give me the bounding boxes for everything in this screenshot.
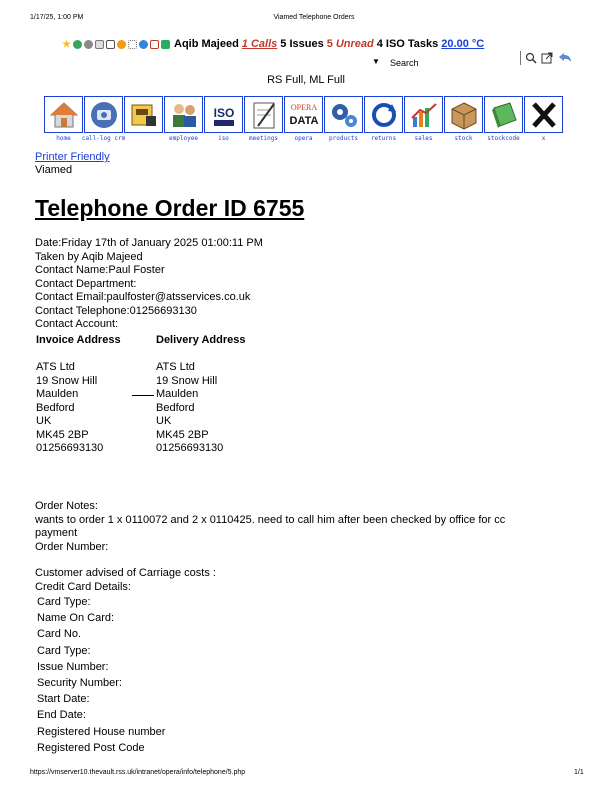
nav-item-products[interactable]: products xyxy=(324,96,363,142)
svg-text:ISO: ISO xyxy=(213,105,234,120)
delivery-address: Delivery Address ATS Ltd 19 Snow Hill Maulden Bedford UK MK45 2BP 01256693130 xyxy=(156,334,276,456)
nav-item-meetings[interactable]: meetings xyxy=(244,96,283,142)
book-icon xyxy=(488,100,520,130)
star-icon[interactable] xyxy=(62,40,71,49)
cc-field: Card No. xyxy=(37,628,82,641)
print-datetime: 1/17/25, 1:00 PM xyxy=(30,14,84,21)
nav-item-till[interactable] xyxy=(124,96,163,142)
unread-count[interactable]: 5 xyxy=(326,38,333,50)
carriage-section xyxy=(35,567,216,594)
print-page-number: 1/1 xyxy=(574,769,584,776)
chevron-down-icon[interactable]: ▼ xyxy=(372,57,380,66)
svg-text:OPERA: OPERA xyxy=(290,102,317,112)
sales-chart-icon xyxy=(408,100,440,130)
returns-icon xyxy=(368,100,400,130)
contact-name: Contact Name:Paul Foster xyxy=(35,264,165,276)
notepad-icon xyxy=(248,100,280,130)
puzzle-icon[interactable] xyxy=(128,40,137,49)
cc-field: Start Date: xyxy=(37,693,90,706)
document-icon[interactable] xyxy=(106,40,115,49)
cc-field: Card Type: xyxy=(37,596,91,608)
nav-item-stockcode[interactable]: stockcode xyxy=(484,96,523,142)
cc-field: Registered Post Code xyxy=(37,741,145,754)
user-name: Aqib Majeed xyxy=(174,38,239,50)
calls-link[interactable]: 1 Calls xyxy=(241,38,278,50)
issues-count[interactable]: 5 Issues xyxy=(280,38,324,50)
nav-item-home[interactable]: home xyxy=(44,96,83,142)
carriage-advised: Customer advised of Carriage costs : xyxy=(35,567,216,579)
search-button[interactable]: Search xyxy=(390,58,419,68)
opera-data-icon xyxy=(286,100,322,130)
close-icon xyxy=(528,100,560,130)
smiley-icon[interactable] xyxy=(117,40,126,49)
iso-icon xyxy=(208,100,240,130)
invoice-address-heading: Invoice Address xyxy=(36,334,121,346)
page-title: Telephone Order ID 6755 xyxy=(35,195,305,221)
temperature-link[interactable]: 20.00 °C xyxy=(441,38,485,50)
gears-icon xyxy=(328,100,360,130)
settings-icon[interactable] xyxy=(84,40,93,49)
nav-item-close[interactable]: x xyxy=(524,96,563,142)
order-notes-text-2: payment xyxy=(35,527,78,539)
invoice-address: Invoice Address ATS Ltd 19 Snow Hill Maulden Bedford UK MK45 2BP 01256693130 xyxy=(36,334,156,456)
contact-department: Contact Department: xyxy=(35,277,137,290)
order-notes-text-1: wants to order 1 x 0110072 and 2 x 0110425. need to call him after been checked by office for cc xyxy=(35,513,506,526)
divider xyxy=(520,51,521,65)
printer-friendly-link[interactable]: Printer Friendly xyxy=(35,151,110,163)
cash-register-icon xyxy=(128,100,160,130)
nav-item-call-log[interactable]: call-log crm xyxy=(84,96,123,142)
nav-item-sales[interactable]: sales xyxy=(404,96,443,142)
taken-by: Taken by Aqib Majeed xyxy=(35,250,143,263)
cc-field: Name On Card: xyxy=(37,612,115,625)
people-icon xyxy=(168,100,200,130)
nav-item-employee[interactable]: employee xyxy=(164,96,203,142)
search-icon[interactable] xyxy=(525,52,537,64)
unread-label[interactable]: Unread xyxy=(335,38,374,50)
cc-field: End Date: xyxy=(37,709,86,722)
credit-card-fields xyxy=(37,596,165,758)
calculator-icon[interactable] xyxy=(95,40,104,49)
money-icon[interactable] xyxy=(161,40,170,49)
house-icon xyxy=(48,100,80,130)
nav-item-stock[interactable]: stock xyxy=(444,96,483,142)
iso-tasks[interactable]: 4 ISO Tasks xyxy=(376,38,439,50)
chart-icon[interactable] xyxy=(150,40,159,49)
delivery-address-heading: Delivery Address xyxy=(156,334,246,346)
globe-icon[interactable] xyxy=(73,40,82,49)
external-link-icon[interactable] xyxy=(541,52,553,64)
order-notes xyxy=(35,500,505,554)
print-page-title: Viamed Telephone Orders xyxy=(273,14,355,21)
contact-email: Contact Email:paulfoster@atsservices.co.uk xyxy=(35,291,251,303)
nav-item-returns[interactable]: returns xyxy=(364,96,403,142)
credit-card-heading: Credit Card Details: xyxy=(35,580,131,593)
order-number: Order Number: xyxy=(35,540,109,553)
box-icon xyxy=(448,100,480,130)
status-bar xyxy=(62,36,484,52)
back-arrows-icon[interactable] xyxy=(557,51,573,65)
address-divider xyxy=(132,395,154,396)
nav-bar xyxy=(44,96,563,142)
telephone-icon xyxy=(88,100,120,130)
message-icon[interactable] xyxy=(139,40,148,49)
cc-field: Registered House number xyxy=(37,725,166,738)
rs-status: RS Full, ML Full xyxy=(267,74,345,86)
nav-item-opera[interactable]: OPERA DATA opera xyxy=(284,96,323,142)
nav-item-iso[interactable]: ISO iso xyxy=(204,96,243,142)
contact-account: Contact Account: xyxy=(35,318,119,330)
order-notes-label: Order Notes: xyxy=(35,500,98,512)
cc-field: Card Type: xyxy=(37,644,91,657)
order-details xyxy=(35,237,263,332)
svg-text:DATA: DATA xyxy=(289,114,318,127)
company-name: Viamed xyxy=(35,164,73,176)
print-url: https://vmserver10.thevault.rss.uk/intranet/opera/info/telephone/5.php xyxy=(30,769,246,776)
order-date: Date:Friday 17th of January 2025 01:00:11 PM xyxy=(35,237,263,249)
cc-field: Issue Number: xyxy=(37,660,109,673)
cc-field: Security Number: xyxy=(37,676,122,689)
contact-telephone: Contact Telephone:01256693130 xyxy=(35,304,197,317)
